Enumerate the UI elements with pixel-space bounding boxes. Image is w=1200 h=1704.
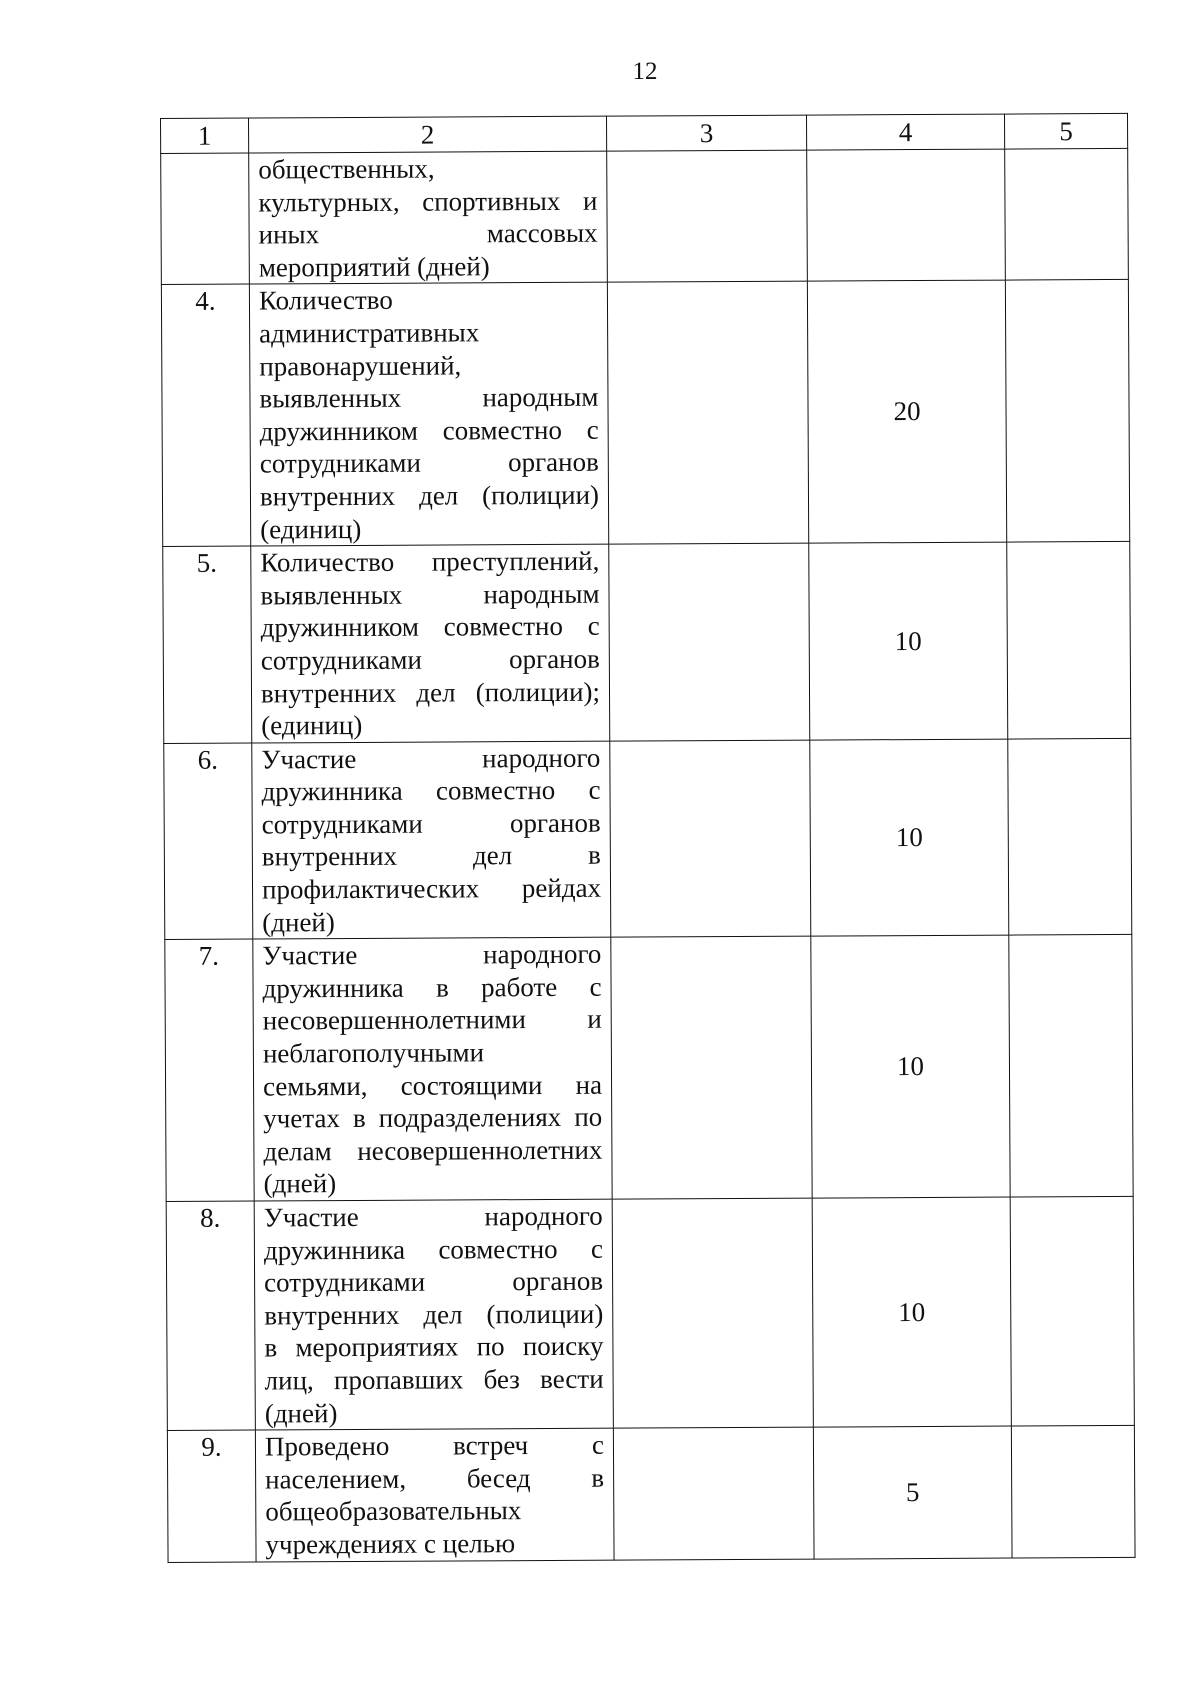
description-line: сотрудниками органов xyxy=(261,807,601,840)
description-line: внутренних дел (полиции) xyxy=(259,479,600,512)
cell-col-4-value: 10 xyxy=(809,542,1008,740)
description-line: Количество преступлений, xyxy=(260,545,600,578)
row-number: 6. xyxy=(164,743,253,940)
description-line: сотрудниками органов xyxy=(260,643,600,676)
indicator-description xyxy=(251,544,610,742)
table-row xyxy=(161,148,1129,284)
description-line: Участие народного xyxy=(261,742,601,775)
description-line: профилактических рейдах xyxy=(261,872,602,905)
header-col-4: 4 xyxy=(806,114,1004,150)
description-line: населением, бесед в xyxy=(265,1462,605,1495)
description-line: дружинником совместно с xyxy=(260,611,600,643)
description-line: делам несовершеннолетних xyxy=(263,1134,603,1167)
indicators-table xyxy=(160,113,1136,1563)
table-row xyxy=(163,542,1131,744)
description-line: учетах в подразделениях по xyxy=(263,1101,603,1134)
header-col-1: 1 xyxy=(161,118,249,153)
page-number: 12 xyxy=(632,58,658,85)
header-col-3: 3 xyxy=(606,115,806,151)
indicator-description xyxy=(249,151,608,284)
cell-col-3 xyxy=(607,150,808,282)
description-line: выявленных народным xyxy=(259,381,599,414)
description-line: (единиц) xyxy=(261,710,363,741)
description-line: сотрудниками органов xyxy=(259,447,599,479)
header-row xyxy=(161,113,1128,153)
row-number: 9. xyxy=(167,1430,256,1562)
indicator-description xyxy=(252,741,611,939)
cell-col-4-value: 10 xyxy=(810,739,1009,937)
row-number: 8. xyxy=(166,1201,255,1431)
description-line: Количество xyxy=(258,285,393,316)
description-line: внутренних дел в xyxy=(261,840,601,872)
table-row xyxy=(167,1426,1135,1562)
description-line: мероприятий (дней) xyxy=(258,251,490,283)
table-header xyxy=(161,113,1128,153)
description-line: правонарушений, xyxy=(259,349,462,382)
cell-col-4-value xyxy=(807,149,1006,281)
description-line: в мероприятиях по поиску xyxy=(264,1331,604,1363)
cell-col-3 xyxy=(610,740,811,938)
description-line: (дней) xyxy=(262,906,335,938)
description-line: общественных, xyxy=(258,153,435,185)
description-line: общеобразовательных xyxy=(265,1495,522,1527)
description-line: иных массовых xyxy=(258,217,598,250)
description-line: дружинника в работе с xyxy=(262,971,602,1004)
cell-col-3 xyxy=(607,281,808,544)
cell-col-5 xyxy=(1010,1196,1134,1426)
indicator-description xyxy=(253,937,612,1201)
cell-col-4-value: 10 xyxy=(811,935,1010,1198)
description-line: (дней) xyxy=(263,1168,337,1199)
description-line: дружинника совместно с xyxy=(263,1233,604,1266)
description-line: выявленных народным xyxy=(260,578,600,611)
cell-col-3 xyxy=(613,1427,814,1559)
description-line: дружинника совместно с xyxy=(261,774,601,807)
description-line: несовершеннолетними и xyxy=(262,1004,602,1036)
indicator-description xyxy=(249,283,608,547)
description-line: лиц, пропавших без вести xyxy=(264,1363,604,1396)
description-line: учреждениях с целью xyxy=(265,1528,516,1560)
cell-col-5 xyxy=(1011,1426,1135,1558)
description-line: Участие народного xyxy=(263,1200,603,1233)
cell-col-4-value: 5 xyxy=(813,1426,1012,1558)
row-number: 4. xyxy=(161,284,250,546)
description-line: семьями, состоящими на xyxy=(262,1069,603,1102)
description-line: сотрудниками органов xyxy=(264,1265,604,1298)
description-line: (дней) xyxy=(264,1397,338,1429)
cell-col-4-value: 10 xyxy=(812,1197,1011,1427)
cell-col-4-value: 20 xyxy=(807,280,1006,543)
row-number: 5. xyxy=(163,546,252,743)
indicator-description xyxy=(255,1428,614,1561)
cell-col-5 xyxy=(1008,738,1132,935)
cell-col-3 xyxy=(611,936,812,1199)
description-line: неблагополучными xyxy=(262,1037,485,1069)
cell-col-5 xyxy=(1005,280,1129,542)
description-line: внутренних дел (полиции); xyxy=(260,676,601,708)
header-col-2: 2 xyxy=(249,116,607,153)
description-line: дружинником совместно с xyxy=(259,414,599,447)
cell-col-5 xyxy=(1007,542,1131,739)
cell-col-5 xyxy=(1005,148,1129,280)
row-number xyxy=(161,153,250,285)
table-row xyxy=(166,1196,1134,1430)
description-line: внутренних дел (полиции) xyxy=(264,1298,604,1331)
header-col-5: 5 xyxy=(1004,113,1127,149)
description-line: Проведено встреч с xyxy=(264,1429,605,1462)
description-line: административных xyxy=(259,317,480,349)
cell-col-5 xyxy=(1009,935,1133,1197)
cell-col-3 xyxy=(609,543,810,741)
table-row xyxy=(161,280,1129,547)
description-line: (единиц) xyxy=(260,513,362,545)
description-line: культурных, спортивных и xyxy=(258,185,598,218)
description-line: Участие народного xyxy=(262,938,602,971)
indicator-description xyxy=(254,1199,613,1430)
row-number: 7. xyxy=(165,939,254,1201)
cell-col-3 xyxy=(612,1198,813,1428)
table-row xyxy=(164,738,1132,940)
table-body xyxy=(161,148,1135,1562)
table-row xyxy=(165,935,1133,1202)
